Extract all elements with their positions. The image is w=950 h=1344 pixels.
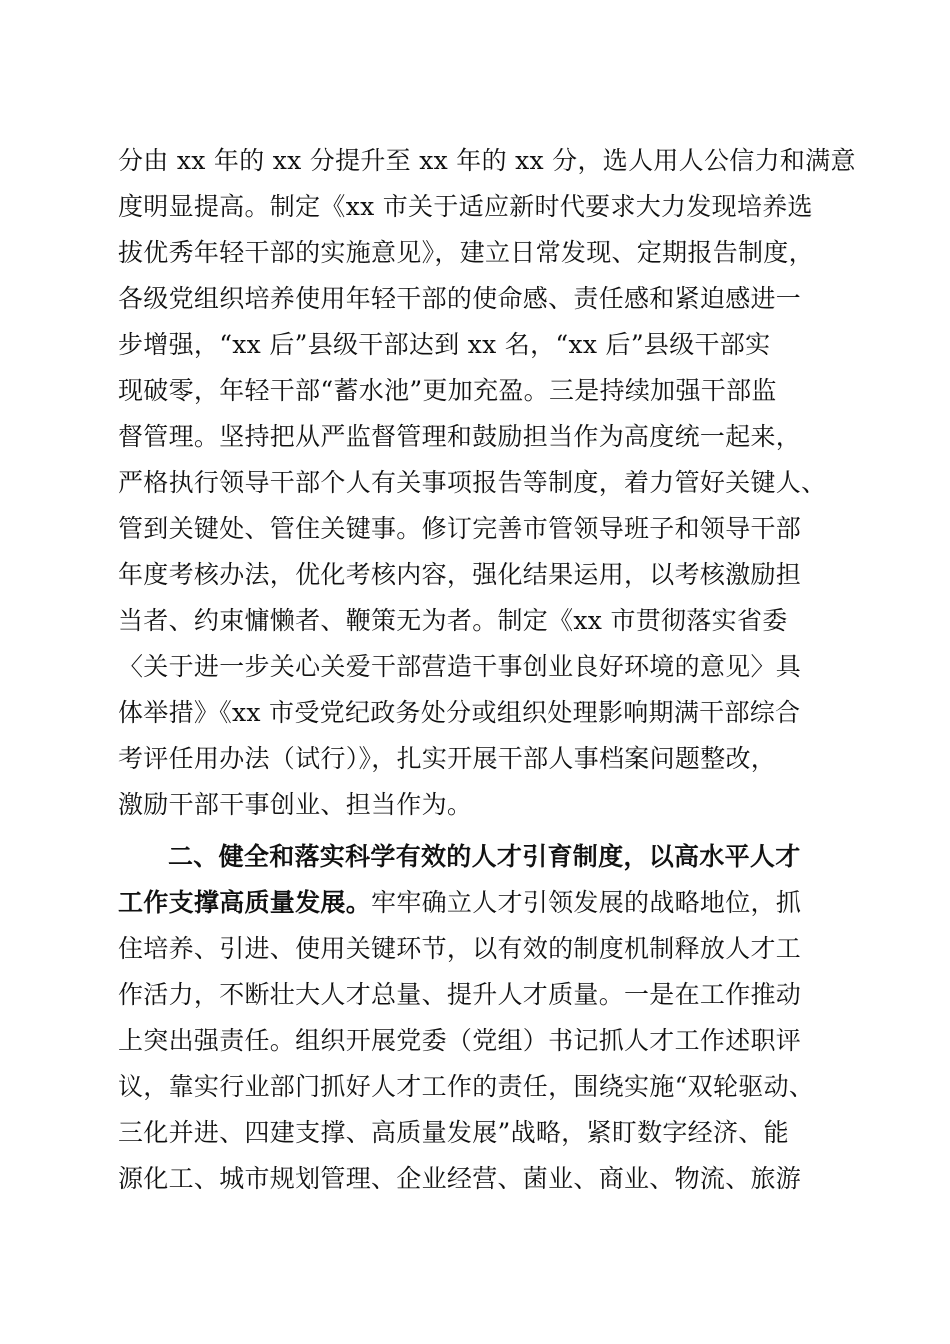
paragraph-line: 考评任用办法（试行）》，扎实开展干部人事档案问题整改， (118, 744, 777, 773)
paragraph-line: 分由 xx 年的 xx 分提升至 xx 年的 xx 分，选人用人公信力和满意 (118, 146, 856, 175)
paragraph-text: 牢牢确立人才引领发展的战略地位，抓 (371, 888, 802, 917)
paragraph-line: 步增强，“xx 后”县级干部达到 xx 名，“xx 后”县级干部实 (118, 330, 771, 359)
paragraph-line: 议，靠实行业部门抓好人才工作的责任，围绕实施“双轮驱动、 (118, 1072, 815, 1101)
paragraph-line: 住培养、引进、使用关键环节，以有效的制度机制释放人才工 (118, 934, 802, 963)
paragraph-line: 各级党组织培养使用年轻干部的使命感、责任感和紧迫感进一 (118, 284, 802, 313)
paragraph-line: 度明显提高。制定《xx 市关于适应新时代要求大力发现培养选 (118, 192, 813, 221)
paragraph-line: 现破零，年轻干部“蓄水池”更加充盈。三是持续加强干部监 (118, 376, 777, 405)
paragraph-line: 〈关于进一步关心关爱干部营造干事创业良好环境的意见〉具 (118, 652, 802, 681)
paragraph-line: 激励干部干事创业、担当作为。 (118, 790, 473, 819)
paragraph-line: 管到关键处、管住关键事。修订完善市管领导班子和领导干部 (118, 514, 802, 543)
paragraph-line: 上突出强责任。组织开展党委（党组）书记抓人才工作述职评 (118, 1026, 802, 1055)
paragraph-line: 当者、约束慵懒者、鞭策无为者。制定《xx 市贯彻落实省委 (118, 606, 788, 635)
paragraph-line: 严格执行领导干部个人有关事项报告等制度，着力管好关键人、 (118, 468, 827, 497)
paragraph-line: 三化并进、四建支撑、高质量发展”战略，紧盯数字经济、能 (118, 1118, 789, 1147)
paragraph-line: 督管理。坚持把从严监督管理和鼓励担当作为高度统一起来， (118, 422, 802, 451)
section-heading-continuation (118, 880, 838, 926)
paragraph-line: 年度考核办法，优化考核内容，强化结果运用，以考核激励担 (118, 560, 802, 589)
paragraph-line: 作活力，不断壮大人才总量、提升人才质量。一是在工作推动 (118, 980, 802, 1009)
document-body (118, 138, 856, 1202)
paragraph-line: 拔优秀年轻干部的实施意见》，建立日常发现、定期报告制度， (118, 238, 814, 267)
section-heading-line: 二、健全和落实科学有效的人才引育制度，以高水平人才 (168, 842, 801, 871)
paragraph-line: 体举措》《xx 市受党纪政务处分或组织处理影响期满干部综合 (118, 698, 801, 727)
paragraph-line: 源化工、城市规划管理、企业经营、菌业、商业、物流、旅游 (118, 1164, 802, 1193)
section-heading-tail: 工作支撑高质量发展。 (118, 888, 372, 917)
